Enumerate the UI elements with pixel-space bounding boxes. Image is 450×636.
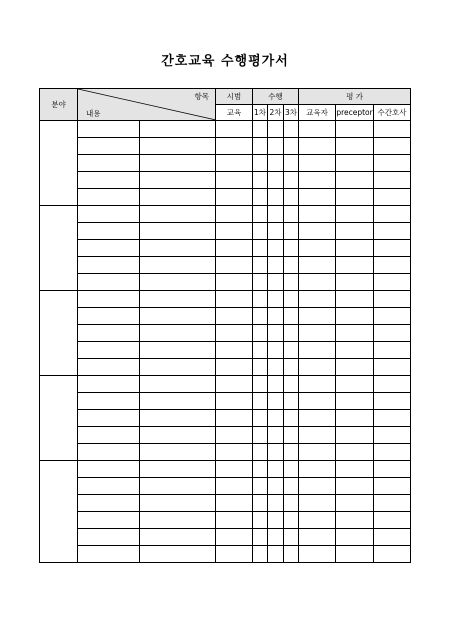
perform-3-cell[interactable] xyxy=(284,393,299,410)
evaluation-table xyxy=(39,88,411,563)
trial-cell[interactable] xyxy=(216,478,253,495)
perform-2-cell[interactable] xyxy=(268,291,284,308)
content-cell[interactable] xyxy=(78,393,140,410)
table-row xyxy=(40,155,411,172)
educator-cell[interactable] xyxy=(299,376,336,393)
table-row xyxy=(40,325,411,342)
educator-cell[interactable] xyxy=(299,274,336,291)
perform-3-cell[interactable] xyxy=(284,410,299,427)
table-row xyxy=(40,240,411,257)
item-cell[interactable] xyxy=(140,427,216,444)
perform-2-cell[interactable] xyxy=(268,325,284,342)
item-cell[interactable] xyxy=(140,189,216,206)
trial-cell[interactable] xyxy=(216,308,253,325)
perform-1-cell[interactable] xyxy=(253,155,268,172)
field-header: 분야 xyxy=(40,89,78,121)
content-cell[interactable] xyxy=(78,376,140,393)
perform-1-cell[interactable] xyxy=(253,393,268,410)
perform-3-cell[interactable] xyxy=(284,376,299,393)
educator-cell[interactable] xyxy=(299,291,336,308)
content-cell[interactable] xyxy=(78,512,140,529)
trial-cell[interactable] xyxy=(216,121,253,138)
preceptor-cell[interactable] xyxy=(336,240,374,257)
perform-1-cell[interactable] xyxy=(253,172,268,189)
head-nurse-cell[interactable] xyxy=(374,325,411,342)
content-cell[interactable] xyxy=(78,274,140,291)
preceptor-cell[interactable] xyxy=(336,274,374,291)
table-row xyxy=(40,308,411,325)
perform-2-cell[interactable] xyxy=(268,546,284,563)
preceptor-cell[interactable] xyxy=(336,342,374,359)
perform-1-cell[interactable] xyxy=(253,257,268,274)
field-cell[interactable] xyxy=(40,376,78,461)
head-nurse-cell[interactable] xyxy=(374,359,411,376)
perform-1-cell[interactable] xyxy=(253,461,268,478)
educator-cell[interactable] xyxy=(299,495,336,512)
perform-1-cell[interactable] xyxy=(253,325,268,342)
head-nurse-cell[interactable] xyxy=(374,206,411,223)
educator-cell[interactable] xyxy=(299,444,336,461)
content-cell[interactable] xyxy=(78,240,140,257)
item-cell[interactable] xyxy=(140,393,216,410)
head-nurse-cell[interactable] xyxy=(374,121,411,138)
educator-cell[interactable] xyxy=(299,240,336,257)
perform-3-cell[interactable] xyxy=(284,461,299,478)
preceptor-cell[interactable] xyxy=(336,138,374,155)
head-nurse-cell[interactable] xyxy=(374,427,411,444)
trial-cell[interactable] xyxy=(216,291,253,308)
perform-1-cell[interactable] xyxy=(253,410,268,427)
table-row xyxy=(40,444,411,461)
perform-3-cell[interactable] xyxy=(284,546,299,563)
perform-2-cell[interactable] xyxy=(268,478,284,495)
item-cell[interactable] xyxy=(140,206,216,223)
educator-cell[interactable] xyxy=(299,155,336,172)
educator-cell[interactable] xyxy=(299,308,336,325)
content-header-label: 내용 xyxy=(86,108,101,118)
trial-cell[interactable] xyxy=(216,240,253,257)
perform-3-cell[interactable] xyxy=(284,189,299,206)
perform-2-cell[interactable] xyxy=(268,393,284,410)
perform-3-cell[interactable] xyxy=(284,121,299,138)
table-row xyxy=(40,546,411,563)
perform-2-cell[interactable] xyxy=(268,444,284,461)
perform-1-cell[interactable] xyxy=(253,444,268,461)
perform-1-cell[interactable] xyxy=(253,240,268,257)
preceptor-cell[interactable] xyxy=(336,291,374,308)
perform-2-cell[interactable] xyxy=(268,359,284,376)
educator-cell[interactable] xyxy=(299,257,336,274)
head-nurse-cell[interactable] xyxy=(374,410,411,427)
item-cell[interactable] xyxy=(140,529,216,546)
perform-header: 수행 xyxy=(253,89,299,105)
educator-cell[interactable] xyxy=(299,529,336,546)
educator-cell[interactable] xyxy=(299,138,336,155)
preceptor-cell[interactable] xyxy=(336,325,374,342)
table-row xyxy=(40,138,411,155)
item-cell[interactable] xyxy=(140,461,216,478)
head-nurse-cell[interactable] xyxy=(374,240,411,257)
item-cell[interactable] xyxy=(140,240,216,257)
item-cell[interactable] xyxy=(140,512,216,529)
table-row xyxy=(40,257,411,274)
perform-round-3: 3차 xyxy=(284,105,299,121)
perform-3-cell[interactable] xyxy=(284,172,299,189)
perform-2-cell[interactable] xyxy=(268,495,284,512)
perform-2-cell[interactable] xyxy=(268,172,284,189)
perform-round-1: 1차 xyxy=(253,105,268,121)
content-cell[interactable] xyxy=(78,223,140,240)
head-nurse-cell[interactable] xyxy=(374,342,411,359)
perform-1-cell[interactable] xyxy=(253,359,268,376)
table-row xyxy=(40,121,411,138)
preceptor-cell[interactable] xyxy=(336,223,374,240)
trial-cell[interactable] xyxy=(216,376,253,393)
evaluator-head-nurse: 수간호사 xyxy=(374,105,411,121)
preceptor-cell[interactable] xyxy=(336,257,374,274)
head-nurse-cell[interactable] xyxy=(374,495,411,512)
educator-cell[interactable] xyxy=(299,172,336,189)
perform-1-cell[interactable] xyxy=(253,546,268,563)
perform-round-2: 2차 xyxy=(268,105,284,121)
head-nurse-cell[interactable] xyxy=(374,376,411,393)
perform-1-cell[interactable] xyxy=(253,376,268,393)
perform-2-cell[interactable] xyxy=(268,257,284,274)
table-row xyxy=(40,512,411,529)
table-row xyxy=(40,427,411,444)
head-nurse-cell[interactable] xyxy=(374,189,411,206)
content-cell[interactable] xyxy=(78,325,140,342)
field-cell[interactable] xyxy=(40,291,78,376)
head-nurse-cell[interactable] xyxy=(374,512,411,529)
table-row xyxy=(40,172,411,189)
perform-3-cell[interactable] xyxy=(284,444,299,461)
trial-cell[interactable] xyxy=(216,172,253,189)
content-cell[interactable] xyxy=(78,121,140,138)
content-cell[interactable] xyxy=(78,342,140,359)
table-row xyxy=(40,274,411,291)
perform-1-cell[interactable] xyxy=(253,308,268,325)
content-cell[interactable] xyxy=(78,410,140,427)
head-nurse-cell[interactable] xyxy=(374,461,411,478)
head-nurse-cell[interactable] xyxy=(374,478,411,495)
preceptor-cell[interactable] xyxy=(336,308,374,325)
field-cell[interactable] xyxy=(40,121,78,206)
table-row xyxy=(40,478,411,495)
item-cell[interactable] xyxy=(140,444,216,461)
educator-cell[interactable] xyxy=(299,393,336,410)
content-cell[interactable] xyxy=(78,478,140,495)
educator-cell[interactable] xyxy=(299,121,336,138)
perform-1-cell[interactable] xyxy=(253,189,268,206)
preceptor-cell[interactable] xyxy=(336,444,374,461)
head-nurse-cell[interactable] xyxy=(374,172,411,189)
educator-cell[interactable] xyxy=(299,427,336,444)
trial-cell[interactable] xyxy=(216,427,253,444)
field-cell[interactable] xyxy=(40,461,78,563)
trial-cell[interactable] xyxy=(216,444,253,461)
preceptor-cell[interactable] xyxy=(336,121,374,138)
perform-2-cell[interactable] xyxy=(268,223,284,240)
table-row xyxy=(40,359,411,376)
trial-header-bottom: 교육 xyxy=(216,105,253,121)
item-cell[interactable] xyxy=(140,223,216,240)
perform-1-cell[interactable] xyxy=(253,223,268,240)
item-cell[interactable] xyxy=(140,172,216,189)
content-cell[interactable] xyxy=(78,257,140,274)
preceptor-cell[interactable] xyxy=(336,512,374,529)
perform-2-cell[interactable] xyxy=(268,240,284,257)
trial-cell[interactable] xyxy=(216,546,253,563)
perform-2-cell[interactable] xyxy=(268,342,284,359)
perform-1-cell[interactable] xyxy=(253,121,268,138)
trial-cell[interactable] xyxy=(216,529,253,546)
content-cell[interactable] xyxy=(78,189,140,206)
content-cell[interactable] xyxy=(78,206,140,223)
educator-cell[interactable] xyxy=(299,189,336,206)
preceptor-cell[interactable] xyxy=(336,359,374,376)
perform-2-cell[interactable] xyxy=(268,410,284,427)
trial-cell[interactable] xyxy=(216,342,253,359)
head-nurse-cell[interactable] xyxy=(374,546,411,563)
trial-cell[interactable] xyxy=(216,274,253,291)
table-row xyxy=(40,529,411,546)
content-cell[interactable] xyxy=(78,172,140,189)
preceptor-cell[interactable] xyxy=(336,495,374,512)
preceptor-cell[interactable] xyxy=(336,427,374,444)
preceptor-cell[interactable] xyxy=(336,393,374,410)
educator-cell[interactable] xyxy=(299,478,336,495)
item-cell[interactable] xyxy=(140,325,216,342)
trial-cell[interactable] xyxy=(216,189,253,206)
table-row xyxy=(40,461,411,478)
perform-3-cell[interactable] xyxy=(284,342,299,359)
evaluation-header: 평 가 xyxy=(299,89,411,105)
perform-3-cell[interactable] xyxy=(284,427,299,444)
perform-1-cell[interactable] xyxy=(253,138,268,155)
perform-1-cell[interactable] xyxy=(253,427,268,444)
perform-3-cell[interactable] xyxy=(284,325,299,342)
educator-cell[interactable] xyxy=(299,546,336,563)
head-nurse-cell[interactable] xyxy=(374,291,411,308)
content-cell[interactable] xyxy=(78,427,140,444)
trial-cell[interactable] xyxy=(216,461,253,478)
trial-cell[interactable] xyxy=(216,155,253,172)
perform-3-cell[interactable] xyxy=(284,308,299,325)
perform-2-cell[interactable] xyxy=(268,461,284,478)
perform-3-cell[interactable] xyxy=(284,240,299,257)
item-cell[interactable] xyxy=(140,291,216,308)
perform-1-cell[interactable] xyxy=(253,512,268,529)
item-header-label: 항목 xyxy=(194,92,209,101)
content-cell[interactable] xyxy=(78,308,140,325)
perform-1-cell[interactable] xyxy=(253,342,268,359)
preceptor-cell[interactable] xyxy=(336,172,374,189)
perform-1-cell[interactable] xyxy=(253,274,268,291)
perform-2-cell[interactable] xyxy=(268,308,284,325)
preceptor-cell[interactable] xyxy=(336,376,374,393)
head-nurse-cell[interactable] xyxy=(374,308,411,325)
perform-2-cell[interactable] xyxy=(268,274,284,291)
table-row xyxy=(40,410,411,427)
perform-2-cell[interactable] xyxy=(268,121,284,138)
table-row xyxy=(40,223,411,240)
content-cell[interactable] xyxy=(78,529,140,546)
content-cell[interactable] xyxy=(78,138,140,155)
educator-cell[interactable] xyxy=(299,342,336,359)
perform-3-cell[interactable] xyxy=(284,359,299,376)
evaluator-educator: 교육자 xyxy=(299,105,336,121)
evaluator-preceptor: preceptor xyxy=(336,105,374,121)
trial-cell[interactable] xyxy=(216,138,253,155)
perform-1-cell[interactable] xyxy=(253,291,268,308)
preceptor-cell[interactable] xyxy=(336,461,374,478)
preceptor-cell[interactable] xyxy=(336,478,374,495)
educator-cell[interactable] xyxy=(299,512,336,529)
perform-2-cell[interactable] xyxy=(268,155,284,172)
preceptor-cell[interactable] xyxy=(336,155,374,172)
educator-cell[interactable] xyxy=(299,461,336,478)
perform-2-cell[interactable] xyxy=(268,529,284,546)
trial-cell[interactable] xyxy=(216,257,253,274)
perform-2-cell[interactable] xyxy=(268,138,284,155)
educator-cell[interactable] xyxy=(299,410,336,427)
item-cell[interactable] xyxy=(140,546,216,563)
educator-cell[interactable] xyxy=(299,359,336,376)
perform-3-cell[interactable] xyxy=(284,155,299,172)
head-nurse-cell[interactable] xyxy=(374,138,411,155)
preceptor-cell[interactable] xyxy=(336,546,374,563)
preceptor-cell[interactable] xyxy=(336,410,374,427)
trial-cell[interactable] xyxy=(216,410,253,427)
head-nurse-cell[interactable] xyxy=(374,393,411,410)
perform-1-cell[interactable] xyxy=(253,529,268,546)
content-cell[interactable] xyxy=(78,461,140,478)
perform-3-cell[interactable] xyxy=(284,206,299,223)
perform-3-cell[interactable] xyxy=(284,257,299,274)
perform-3-cell[interactable] xyxy=(284,529,299,546)
item-cell[interactable] xyxy=(140,410,216,427)
perform-1-cell[interactable] xyxy=(253,206,268,223)
perform-3-cell[interactable] xyxy=(284,223,299,240)
item-cell[interactable] xyxy=(140,274,216,291)
item-cell[interactable] xyxy=(140,495,216,512)
head-nurse-cell[interactable] xyxy=(374,223,411,240)
perform-2-cell[interactable] xyxy=(268,512,284,529)
head-nurse-cell[interactable] xyxy=(374,274,411,291)
perform-3-cell[interactable] xyxy=(284,478,299,495)
perform-2-cell[interactable] xyxy=(268,427,284,444)
item-cell[interactable] xyxy=(140,155,216,172)
content-cell[interactable] xyxy=(78,444,140,461)
perform-3-cell[interactable] xyxy=(284,291,299,308)
head-nurse-cell[interactable] xyxy=(374,444,411,461)
perform-3-cell[interactable] xyxy=(284,512,299,529)
item-cell[interactable] xyxy=(140,257,216,274)
content-cell[interactable] xyxy=(78,359,140,376)
item-cell[interactable] xyxy=(140,376,216,393)
perform-2-cell[interactable] xyxy=(268,376,284,393)
content-cell[interactable] xyxy=(78,495,140,512)
educator-cell[interactable] xyxy=(299,325,336,342)
table-row xyxy=(40,189,411,206)
educator-cell[interactable] xyxy=(299,206,336,223)
perform-3-cell[interactable] xyxy=(284,138,299,155)
perform-2-cell[interactable] xyxy=(268,189,284,206)
table-row xyxy=(40,495,411,512)
trial-cell[interactable] xyxy=(216,495,253,512)
table-row xyxy=(40,291,411,308)
perform-3-cell[interactable] xyxy=(284,274,299,291)
content-cell[interactable] xyxy=(78,546,140,563)
perform-1-cell[interactable] xyxy=(253,495,268,512)
item-content-header xyxy=(78,89,216,121)
field-cell[interactable] xyxy=(40,206,78,291)
table-row xyxy=(40,376,411,393)
preceptor-cell[interactable] xyxy=(336,529,374,546)
trial-cell[interactable] xyxy=(216,393,253,410)
trial-header-top: 시범 xyxy=(216,89,253,105)
head-nurse-cell[interactable] xyxy=(374,155,411,172)
table-row xyxy=(40,206,411,223)
preceptor-cell[interactable] xyxy=(336,206,374,223)
preceptor-cell[interactable] xyxy=(336,189,374,206)
perform-1-cell[interactable] xyxy=(253,478,268,495)
item-cell[interactable] xyxy=(140,359,216,376)
trial-cell[interactable] xyxy=(216,223,253,240)
trial-cell[interactable] xyxy=(216,325,253,342)
trial-cell[interactable] xyxy=(216,512,253,529)
item-cell[interactable] xyxy=(140,342,216,359)
content-cell[interactable] xyxy=(78,291,140,308)
trial-cell[interactable] xyxy=(216,206,253,223)
trial-cell[interactable] xyxy=(216,359,253,376)
form-title: 간호교육 수행평가서 xyxy=(161,54,289,69)
table-row xyxy=(40,393,411,410)
item-cell[interactable] xyxy=(140,138,216,155)
head-nurse-cell[interactable] xyxy=(374,529,411,546)
head-nurse-cell[interactable] xyxy=(374,257,411,274)
educator-cell[interactable] xyxy=(299,223,336,240)
item-cell[interactable] xyxy=(140,478,216,495)
item-cell[interactable] xyxy=(140,121,216,138)
content-cell[interactable] xyxy=(78,155,140,172)
table-row xyxy=(40,342,411,359)
item-cell[interactable] xyxy=(140,308,216,325)
perform-2-cell[interactable] xyxy=(268,206,284,223)
perform-3-cell[interactable] xyxy=(284,495,299,512)
